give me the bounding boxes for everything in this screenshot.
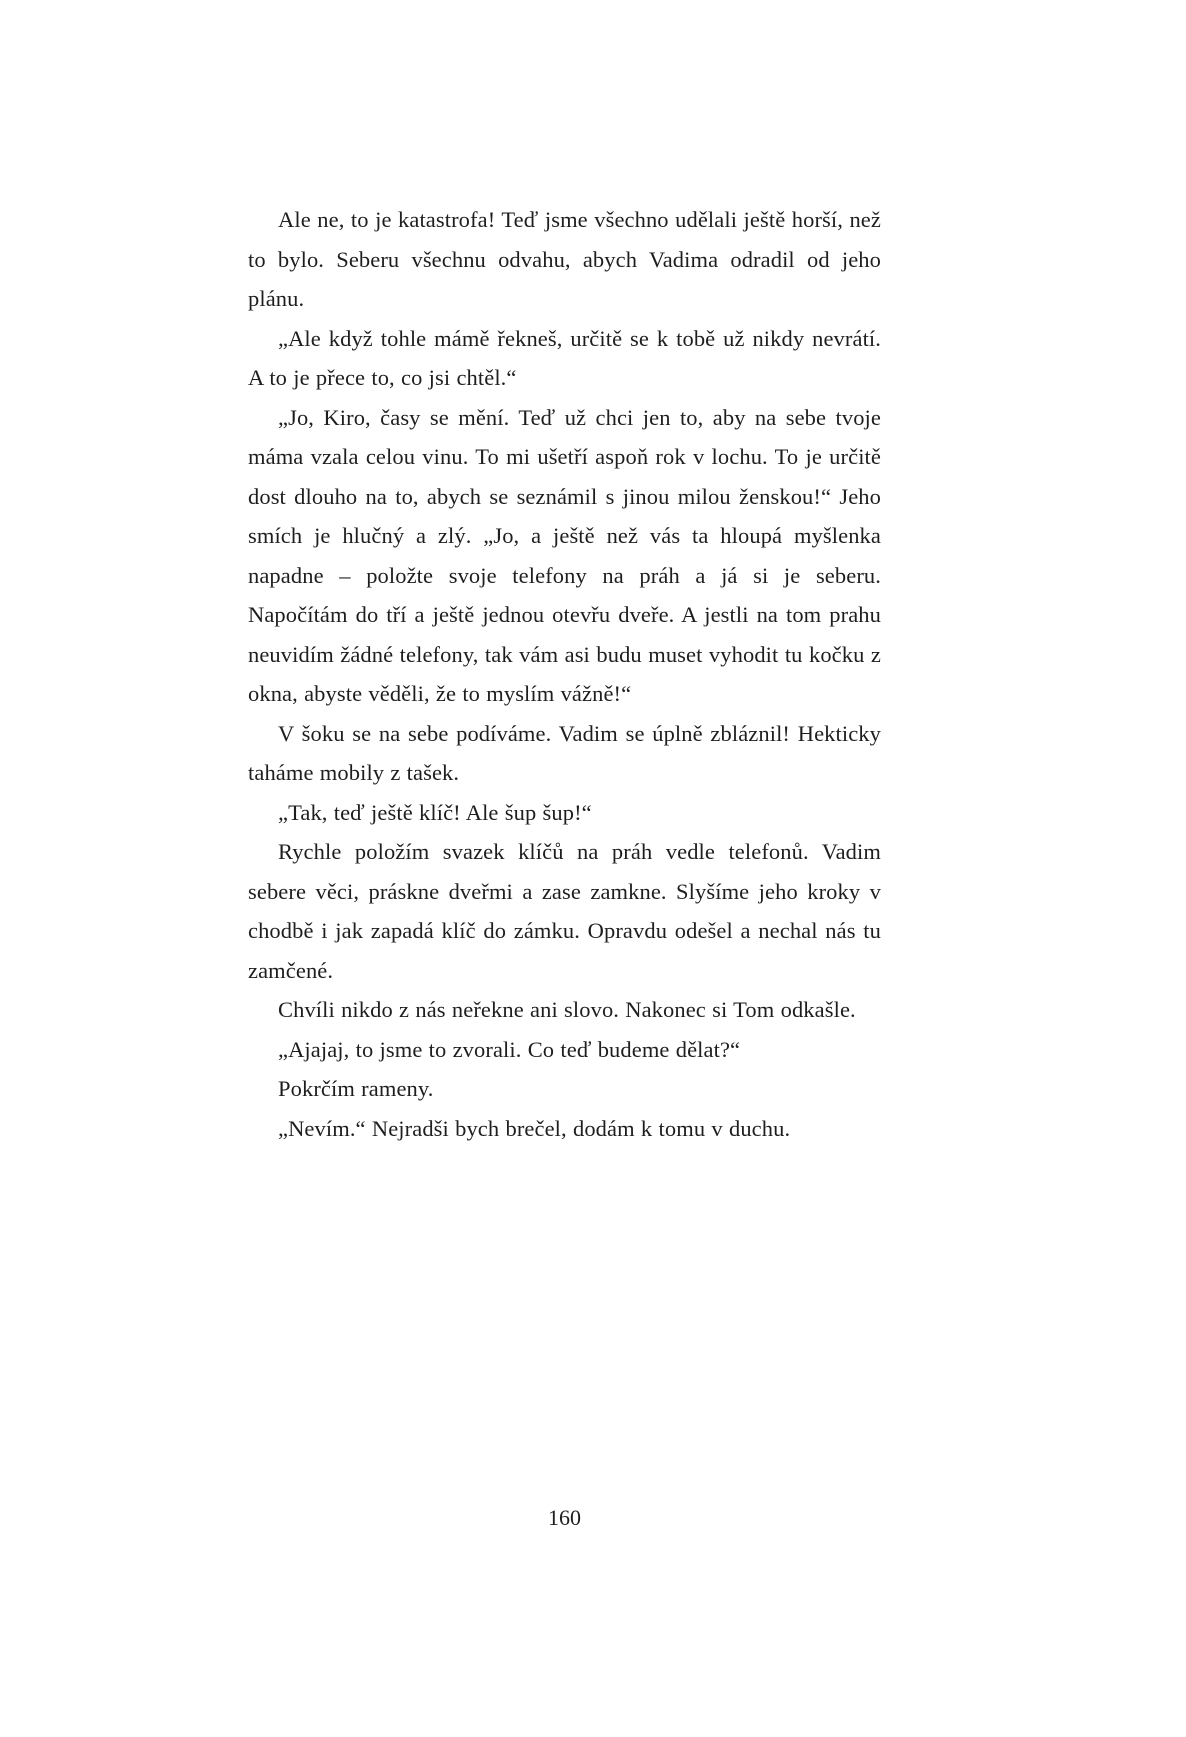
paragraph: „Tak, teď ještě klíč! Ale šup šup!“ xyxy=(278,799,592,825)
body-text xyxy=(248,200,881,1148)
paragraph: V šoku se na sebe podíváme. Vadim se úplně zbláznil! Hekticky taháme mobily z tašek. xyxy=(248,720,881,785)
paragraph: Ale ne, to je katastrofa! Teď jsme všechno udělali ještě horší, než to bylo. Seberu všechnu odvahu, abych Vadima odradil od jeho plánu. xyxy=(248,207,881,311)
paragraph: „Jo, Kiro, časy se mění. Teď už chci jen to, aby na sebe tvoje máma vzala celou vinu. To mi ušetří aspoň rok v lochu. To je určitě dost dlouho na to, abych se seznámil s jinou milou ženskou!“ Jeho smích je hlučný a zlý. „Jo, a ještě než vás ta hloupá myšlenka napadne – položte svoje telefony na práh a já si je seberu. Napočítám do tří a ještě jednou otevřu dveře. A jestli na tom prahu neuvidím žádné telefony, tak vám asi budu muset vyhodit tu kočku z okna, abyste věděli, že to myslím vážně!“ xyxy=(248,404,881,706)
page-number: 160 xyxy=(548,1505,581,1530)
paragraph: „Nevím.“ Nejradši bych brečel, dodám k tomu v duchu. xyxy=(278,1115,791,1141)
paragraph: „Ajajaj, to jsme to zvorali. Co teď budeme dělat?“ xyxy=(278,1036,741,1062)
paragraph: Pokrčím rameny. xyxy=(278,1076,434,1101)
paragraph: Chvíli nikdo z nás neřekne ani slovo. Nakonec si Tom odkašle. xyxy=(278,997,856,1022)
paragraph: Rychle položím svazek klíčů na práh vedle telefonů. Vadim sebere věci, práskne dveřmi a zase zamkne. Slyšíme jeho kroky v chodbě i jak zapadá klíč do zámku. Opravdu odešel a nechal nás tu zamčené. xyxy=(248,839,881,983)
paragraph: „Ale když tohle mámě řekneš, určitě se k tobě už nikdy nevrátí. A to je přece to, co jsi chtěl.“ xyxy=(248,325,881,390)
